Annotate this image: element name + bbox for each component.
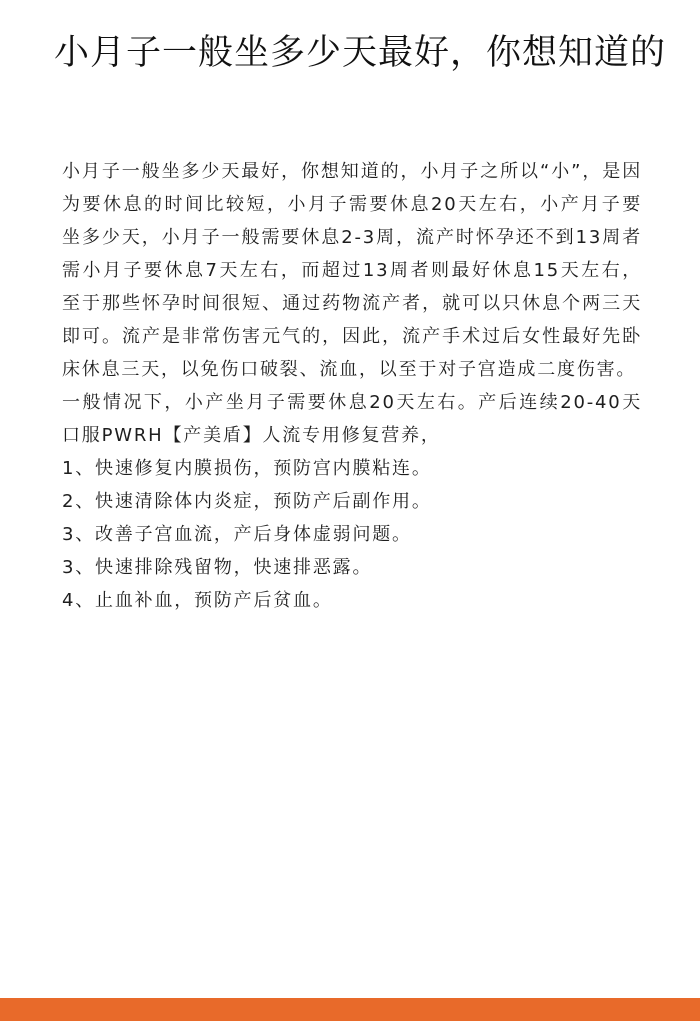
footer-accent-bar: [0, 998, 700, 1021]
list-item: 4、止血补血，预防产后贫血。: [62, 590, 333, 611]
article-paragraph: 小月子一般坐多少天最好，你想知道的，小月子之所以“小”，是因为要休息的时间比较短，小月子需要休息20天左右，小产月子要坐多少天，小月子一般需要休息2-3周，流产时怀孕还不到13周者需小月子要休息7天左右，而超过13周者则最好休息15天左右，至于那些怀孕时间很短、通过药物流产者，就可以只休息个两三天即可。流产是非常伤害元气的，因此，流产手术过后女性最好先卧床休息三天，以免伤口破裂、流血，以至于对子宫造成二度伤害。: [62, 161, 642, 380]
list-item: 2、快速清除体内炎症，预防产后副作用。: [62, 491, 432, 512]
article-body: [62, 155, 642, 617]
article-paragraph: 一般情况下，小产坐月子需要休息20天左右。产后连续20-40天口服PWRH【产美盾】人流专用修复营养，: [62, 392, 642, 446]
list-item: 1、快速修复内膜损伤，预防宫内膜粘连。: [62, 458, 432, 479]
list-item: 3、改善子宫血流，产后身体虚弱问题。: [62, 524, 412, 545]
benefit-list: [62, 452, 642, 617]
article-title: 小月子一般坐多少天最好，你想知道的: [53, 33, 666, 73]
list-item: 3、快速排除残留物，快速排恶露。: [62, 557, 373, 578]
